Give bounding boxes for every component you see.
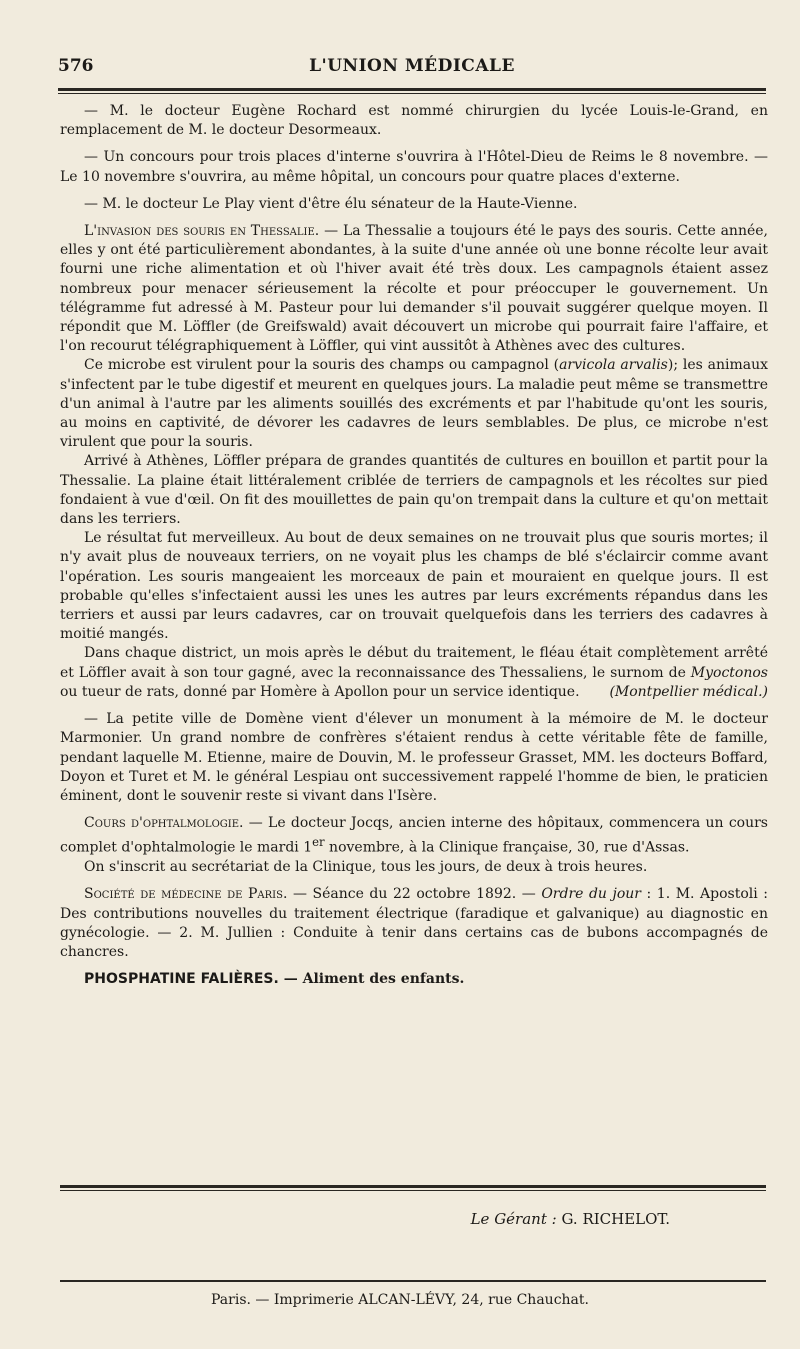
page-header — [58, 56, 766, 90]
news-le-play: — M. le docteur Le Play vient d'être élu sénateur de la Haute-Vienne. — [84, 195, 578, 212]
printer-imprint: Paris. — Imprimerie ALCAN-LÉVY, 24, rue Chauchat. — [211, 1292, 589, 1308]
gerant-name: G. RICHELOT. — [556, 1210, 670, 1228]
news-rochard: — M. le docteur Eugène Rochard est nommé chirurgien du lycée Louis-le-Grand, en remplacement de M. le docteur Desormeaux. — [60, 103, 768, 139]
cours-p1: Cours d'ophtalmologie. — Le docteur Jocqs, ancien interne des hôpitaux, commencera un cours complet d'ophtalmologie le mardi 1er novembre, à la Clinique française, 30, rue d'Assas. — [60, 815, 768, 856]
invasion-p1: L'invasion des souris en Thessalie. — La Thessalie a toujours été le pays des souris. Cette année, elles y ont été particulièrement abondantes, à la suite d'une année où une bonne récolte leur avait fourni une riche alimentation et où l'hiver avait été très doux. Les campagnols étaient assez nombreux pour menacer sérieusement la récolte et pour préoccuper le gouvernement. Un télégramme fut adressé à M. Pasteur pour lui demander s'il pouvait suggérer quelque moyen. Il répondit que M. Löffler (de Greifswald) avait découvert un microbe qui pourrait faire l'affaire, et l'on recourut télégraphiquement à Löffler, qui vint aussitôt à Athènes avec des cultures. — [60, 223, 768, 355]
running-title: L'UNION MÉDICALE — [309, 56, 515, 76]
societe-paragraph: Société de médecine de Paris. — Séance du 22 octobre 1892. — Ordre du jour : 1. M. Apostoli : Des contributions nouvelles du traitement électrique (faradique et galvanique) au diagnostic en gynécologie. — 2. M. Jullien : Conduite à tenir dans certains cas de bubons accompagnés de chancres. — [60, 886, 768, 960]
invasion-p3: Arrivé à Athènes, Löffler prépara de grandes quantités de cultures en bouillon et partit pour la Thessalie. La plaine était littéralement criblée de terriers de campagnols et les récoltes sur pied fondaient à vue d'œil. On fit des mouillettes de pain qu'on trempait dans la culture et qu'on mettait dans les terriers. — [60, 453, 768, 528]
cours-heading: Cours d'ophtalmologie. — [84, 815, 244, 832]
invasion-p2: Ce microbe est virulent pour la souris des champs ou campagnol (arvicola arvalis); les animaux s'infectent par le tube digestif et meurent en quelques jours. La maladie peut même se transmettre d'un animal à l'autre par les aliments souillés des excréments et par l'habitude qu'ont les souris, au moins en captivité, de dévorer les cadavres de leurs semblables. De plus, ce microbe n'est virulent que pour la souris. — [60, 357, 768, 451]
source-citation: (Montpellier médical.) — [609, 683, 768, 700]
header-rule — [58, 88, 766, 91]
page-number: 576 — [58, 56, 94, 76]
invasion-p5: Dans chaque district, un mois après le début du traitement, le fléau était complètement arrêté et Löffler avait à son tour gagné, avec la reconnaissance des Thessaliens, le surnom de Myoctonos ou tueur de rats, donné par Homère à Apollon pour un service identique. (Montpellier médical.) — [60, 644, 768, 702]
footer-rule-thin — [60, 1190, 766, 1191]
news-reims-concours: — Un concours pour trois places d'interne s'ouvrira à l'Hôtel-Dieu de Reims le 8 novembre. — Le 10 novembre s'ouvrira, au même hôpital, un concours pour quatre places d'externe. — [60, 149, 768, 185]
ordre-du-jour: Ordre du jour — [541, 886, 641, 903]
imprint-rule — [60, 1280, 766, 1282]
article-body — [60, 102, 768, 997]
cours-p2: On s'inscrit au secrétariat de la Clinique, tous les jours, de deux à trois heures. — [84, 859, 648, 876]
footer-rule — [60, 1185, 766, 1188]
invasion-p4: Le résultat fut merveilleux. Au bout de deux semaines on ne trouvait plus que souris mortes; il n'y avait plus de nouveaux terriers, on ne voyait plus les champs de blé s'éclaircir comme avant l'opération. Les souris mangeaient les morceaux de pain et mouraient en quelque jours. Il est probable qu'elles s'infectaient aussi les unes les autres par leurs excréments répandus dans les terriers et aussi par leurs cadavres, car on trouvait quelquefois dans les terriers des cadavres à moitié mangés. — [60, 530, 768, 643]
invasion-heading: L'invasion des souris en Thessalie. — [84, 223, 320, 240]
societe-heading: Société de médecine de Paris. — [84, 886, 288, 903]
header-rule-thin — [58, 93, 766, 94]
advertisement — [60, 970, 768, 989]
news-domene: — La petite ville de Domène vient d'élever un monument à la mémoire de M. le docteur Marmonier. Un grand nombre de confrères s'étaient rendus à cette véritable fête de famille, pendant laquelle M. Etienne, maire de Douvin, M. le professeur Grasset, MM. les docteurs Boffard, Doyon et Turet et M. le général Lespiau ont successivement rappelé l'homme de bien, le praticien éminent, dont le souvenir reste si vivant dans l'Isère. — [60, 711, 768, 804]
gerant-label: Le Gérant : — [470, 1210, 557, 1228]
gerant-signature — [471, 1210, 670, 1228]
ad-brand: PHOSPHATINE FALIÈRES. — [84, 971, 279, 988]
ad-tagline: — Aliment des enfants. — [278, 971, 465, 988]
surname: Myoctonos — [690, 664, 768, 681]
latin-name: arvicola arvalis — [559, 357, 668, 374]
